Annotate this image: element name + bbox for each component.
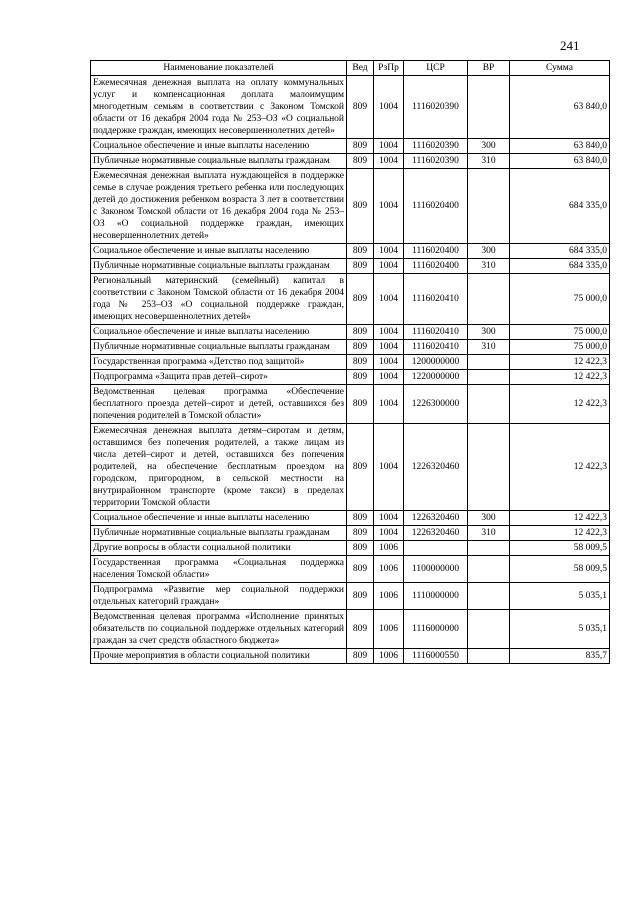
cell-sum: 58 009,5 xyxy=(510,541,610,556)
cell-sum: 12 422,3 xyxy=(510,355,610,370)
header-name: Наименование показателей xyxy=(91,61,347,76)
cell-vr xyxy=(468,169,510,244)
cell-csr: 1116020400 xyxy=(404,244,468,259)
table-row xyxy=(91,556,610,583)
cell-name: Государственная программа «Социальная поддержка населения Томской области» xyxy=(91,556,347,583)
cell-ved: 809 xyxy=(347,541,374,556)
cell-rzpr: 1004 xyxy=(374,340,404,355)
cell-ved: 809 xyxy=(347,526,374,541)
cell-ved: 809 xyxy=(347,259,374,274)
cell-sum: 5 035,1 xyxy=(510,583,610,610)
cell-sum: 5 035,1 xyxy=(510,610,610,649)
cell-ved: 809 xyxy=(347,610,374,649)
cell-sum: 12 422,3 xyxy=(510,424,610,511)
cell-rzpr: 1004 xyxy=(374,424,404,511)
cell-sum: 12 422,3 xyxy=(510,370,610,385)
cell-vr: 300 xyxy=(468,325,510,340)
header-ved: Вед xyxy=(347,61,374,76)
cell-csr: 1116020390 xyxy=(404,154,468,169)
cell-rzpr: 1006 xyxy=(374,649,404,664)
table-row xyxy=(91,139,610,154)
cell-vr: 300 xyxy=(468,244,510,259)
cell-name: Ведомственная целевая программа «Обеспечение бесплатного проезда детей–сирот и детей, оставшихся без попечения родителей в Томской области» xyxy=(91,385,347,424)
header-rzpr: РзПр xyxy=(374,61,404,76)
cell-sum: 684 335,0 xyxy=(510,244,610,259)
cell-sum: 12 422,3 xyxy=(510,526,610,541)
cell-name: Подпрограмма «Защита прав детей–сирот» xyxy=(91,370,347,385)
cell-ved: 809 xyxy=(347,325,374,340)
cell-vr: 310 xyxy=(468,259,510,274)
cell-ved: 809 xyxy=(347,511,374,526)
cell-ved: 809 xyxy=(347,649,374,664)
cell-vr xyxy=(468,424,510,511)
cell-rzpr: 1004 xyxy=(374,526,404,541)
cell-sum: 58 009,5 xyxy=(510,556,610,583)
cell-vr xyxy=(468,370,510,385)
cell-ved: 809 xyxy=(347,244,374,259)
cell-vr xyxy=(468,355,510,370)
cell-csr: 1226300000 xyxy=(404,385,468,424)
cell-vr: 310 xyxy=(468,526,510,541)
cell-vr xyxy=(468,76,510,139)
table-row xyxy=(91,541,610,556)
cell-ved: 809 xyxy=(347,583,374,610)
cell-name: Прочие мероприятия в области социальной политики xyxy=(91,649,347,664)
cell-vr: 300 xyxy=(468,511,510,526)
cell-vr xyxy=(468,649,510,664)
table-row xyxy=(91,583,610,610)
header-csr: ЦСР xyxy=(404,61,468,76)
table-row xyxy=(91,259,610,274)
budget-table xyxy=(90,60,610,664)
cell-sum: 75 000,0 xyxy=(510,274,610,325)
cell-rzpr: 1006 xyxy=(374,541,404,556)
cell-csr: 1226320460 xyxy=(404,526,468,541)
cell-rzpr: 1004 xyxy=(374,244,404,259)
cell-rzpr: 1004 xyxy=(374,139,404,154)
table-row xyxy=(91,610,610,649)
cell-name: Ежемесячная денежная выплата детям–сиротам и детям, оставшимся без попечения родителей, а также лицам из числа детей–сирот и детей, оставшихся без попечения родителей, на обеспечение бесплатным проездом на городском, пригородном, в сельской местности на внутрирайонном транспорте (кроме такси) в пределах территории Томской области xyxy=(91,424,347,511)
cell-sum: 684 335,0 xyxy=(510,259,610,274)
header-vr: ВР xyxy=(468,61,510,76)
table-row xyxy=(91,649,610,664)
cell-name: Ежемесячная денежная выплата на оплату коммунальных услуг и компенсационная доплата малоимущим многодетным семьям в соответствии с Законом Томской области от 16 декабря 2004 года № 253–ОЗ «О социальной поддержке граждан, имеющих несовершеннолетних детей» xyxy=(91,76,347,139)
cell-ved: 809 xyxy=(347,154,374,169)
cell-rzpr: 1004 xyxy=(374,370,404,385)
cell-name: Ежемесячная денежная выплата нуждающейся в поддержке семье в случае рождения третьего ребенка или последующих детей до достижения ребенком возраста 3 лет в соответствии с Законом Томской области от 16 декабря 2004 года № 253–ОЗ «О социальной поддержке граждан, имеющих несовершеннолетних детей» xyxy=(91,169,347,244)
cell-csr: 1116020410 xyxy=(404,325,468,340)
table-row xyxy=(91,424,610,511)
cell-csr: 1116020410 xyxy=(404,340,468,355)
table-row xyxy=(91,385,610,424)
cell-ved: 809 xyxy=(347,169,374,244)
cell-rzpr: 1004 xyxy=(374,154,404,169)
table-row xyxy=(91,340,610,355)
cell-sum: 684 335,0 xyxy=(510,169,610,244)
cell-vr xyxy=(468,274,510,325)
cell-rzpr: 1004 xyxy=(374,274,404,325)
cell-vr xyxy=(468,541,510,556)
cell-ved: 809 xyxy=(347,274,374,325)
cell-rzpr: 1004 xyxy=(374,169,404,244)
table-row xyxy=(91,370,610,385)
cell-vr: 310 xyxy=(468,340,510,355)
cell-sum: 75 000,0 xyxy=(510,325,610,340)
cell-sum: 75 000,0 xyxy=(510,340,610,355)
cell-ved: 809 xyxy=(347,139,374,154)
cell-csr: 1226320460 xyxy=(404,424,468,511)
cell-name: Другие вопросы в области социальной политики xyxy=(91,541,347,556)
cell-rzpr: 1004 xyxy=(374,511,404,526)
cell-csr: 1116020400 xyxy=(404,169,468,244)
cell-csr: 1100000000 xyxy=(404,556,468,583)
cell-name: Подпрограмма «Развитие мер социальной поддержки отдельных категорий граждан» xyxy=(91,583,347,610)
cell-csr: 1220000000 xyxy=(404,370,468,385)
cell-name: Социальное обеспечение и иные выплаты населению xyxy=(91,325,347,340)
cell-vr xyxy=(468,385,510,424)
table-row xyxy=(91,325,610,340)
cell-csr: 1226320460 xyxy=(404,511,468,526)
cell-name: Социальное обеспечение и иные выплаты населению xyxy=(91,244,347,259)
cell-rzpr: 1004 xyxy=(374,259,404,274)
cell-name: Публичные нормативные социальные выплаты гражданам xyxy=(91,526,347,541)
table-row xyxy=(91,355,610,370)
cell-vr xyxy=(468,610,510,649)
table-row xyxy=(91,169,610,244)
table-body xyxy=(91,76,610,664)
cell-csr: 1116020400 xyxy=(404,259,468,274)
cell-csr: 1116020390 xyxy=(404,139,468,154)
cell-name: Ведомственная целевая программа «Исполнение принятых обязательств по социальной поддержке отдельных категорий граждан за счет средств областного бюджета» xyxy=(91,610,347,649)
table-row xyxy=(91,526,610,541)
cell-ved: 809 xyxy=(347,76,374,139)
header-sum: Сумма xyxy=(510,61,610,76)
cell-csr: 1116000550 xyxy=(404,649,468,664)
cell-vr: 310 xyxy=(468,154,510,169)
table-row xyxy=(91,274,610,325)
cell-ved: 809 xyxy=(347,385,374,424)
cell-rzpr: 1006 xyxy=(374,610,404,649)
cell-csr: 1200000000 xyxy=(404,355,468,370)
cell-csr: 1116000000 xyxy=(404,610,468,649)
cell-ved: 809 xyxy=(347,370,374,385)
cell-sum: 12 422,3 xyxy=(510,511,610,526)
cell-rzpr: 1004 xyxy=(374,76,404,139)
cell-rzpr: 1004 xyxy=(374,325,404,340)
cell-rzpr: 1006 xyxy=(374,556,404,583)
cell-csr: 1116020410 xyxy=(404,274,468,325)
table-header-row xyxy=(91,61,610,76)
cell-name: Социальное обеспечение и иные выплаты населению xyxy=(91,511,347,526)
cell-sum: 63 840,0 xyxy=(510,154,610,169)
cell-rzpr: 1004 xyxy=(374,385,404,424)
cell-name: Региональный материнский (семейный) капитал в соответствии с Законом Томской области от 16 декабря 2004 года № 253–ОЗ «О социальной поддержке граждан, имеющих несовершеннолетних детей» xyxy=(91,274,347,325)
cell-rzpr: 1006 xyxy=(374,583,404,610)
cell-csr: 1116020390 xyxy=(404,76,468,139)
cell-sum: 835,7 xyxy=(510,649,610,664)
table-row xyxy=(91,76,610,139)
cell-name: Публичные нормативные социальные выплаты гражданам xyxy=(91,340,347,355)
cell-name: Социальное обеспечение и иные выплаты населению xyxy=(91,139,347,154)
cell-sum: 12 422,3 xyxy=(510,385,610,424)
cell-sum: 63 840,0 xyxy=(510,139,610,154)
table-row xyxy=(91,244,610,259)
cell-vr xyxy=(468,583,510,610)
cell-sum: 63 840,0 xyxy=(510,76,610,139)
cell-csr xyxy=(404,541,468,556)
page-number: 241 xyxy=(560,38,580,53)
table-row xyxy=(91,511,610,526)
cell-rzpr: 1004 xyxy=(374,355,404,370)
cell-ved: 809 xyxy=(347,355,374,370)
cell-ved: 809 xyxy=(347,424,374,511)
cell-vr: 300 xyxy=(468,139,510,154)
cell-vr xyxy=(468,556,510,583)
cell-name: Публичные нормативные социальные выплаты гражданам xyxy=(91,154,347,169)
table-row xyxy=(91,154,610,169)
cell-name: Государственная программа «Детство под защитой» xyxy=(91,355,347,370)
cell-ved: 809 xyxy=(347,340,374,355)
cell-ved: 809 xyxy=(347,556,374,583)
cell-name: Публичные нормативные социальные выплаты гражданам xyxy=(91,259,347,274)
cell-csr: 1110000000 xyxy=(404,583,468,610)
